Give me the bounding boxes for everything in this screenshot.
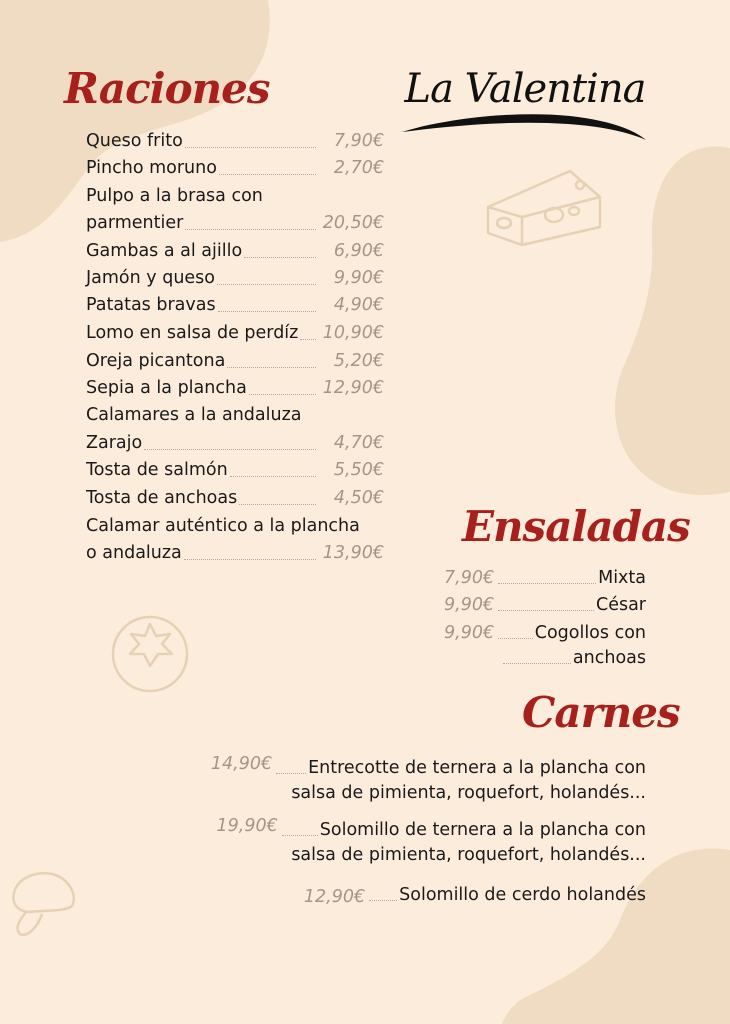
item-name: Sepia a la plancha (86, 378, 247, 398)
item-name-line2: anchoas (572, 648, 646, 668)
item-name: Gambas a al ajillo (86, 241, 243, 261)
menu-item (86, 238, 384, 265)
item-name: Lomo en salsa de perdíz (86, 323, 299, 343)
item-name-line2: salsa de pimienta, roquefort, holandés... (291, 783, 646, 803)
item-price: 19,90€ (216, 816, 278, 836)
section-title-ensaladas: Ensaladas (462, 502, 690, 551)
item-name-line1: Cogollos con (534, 623, 646, 643)
item-name: Solomillo de cerdo holandés (399, 885, 646, 905)
menu-item (86, 348, 384, 375)
item-name-line1: Pulpo a la brasa con (86, 186, 263, 206)
item-price: 6,90€ (333, 241, 384, 261)
item-price: 4,50€ (333, 488, 384, 508)
item-name-line2: parmentier (86, 213, 184, 233)
menu-item (86, 292, 384, 319)
menu-item (217, 818, 646, 868)
item-price: 5,50€ (333, 460, 384, 480)
brand-name: La Valentina (404, 66, 646, 112)
item-name: Tosta de anchoas (86, 488, 238, 508)
item-name-line2: o andaluza (86, 543, 182, 563)
item-price: 12,90€ (303, 887, 366, 907)
menu-item (304, 883, 646, 908)
menu-item (444, 566, 646, 591)
item-price: 2,70€ (333, 158, 384, 178)
item-price: 7,90€ (333, 131, 384, 151)
item-name: Patatas bravas (86, 295, 216, 315)
background-blob-right (610, 140, 730, 500)
item-price: 14,90€ (210, 754, 273, 774)
item-price: 9,90€ (333, 268, 384, 288)
section-title-carnes: Carnes (522, 688, 680, 737)
item-name: Mixta (598, 568, 646, 588)
item-name-line2: salsa de pimienta, roquefort, holandés... (291, 845, 646, 865)
tomato-icon (108, 610, 193, 695)
cheese-icon (482, 165, 607, 250)
item-price: 4,70€ (333, 433, 384, 453)
menu-item (86, 430, 384, 457)
item-price: 9,90€ (444, 623, 495, 643)
item-name: Queso frito (86, 131, 183, 151)
mushroom-icon (4, 868, 79, 938)
item-name: Oreja picantona (86, 351, 226, 371)
menu-item (86, 155, 384, 182)
item-name-line1: Calamar auténtico a la plancha (86, 516, 360, 536)
item-name-line1: Solomillo de ternera a la plancha con (319, 820, 646, 840)
brand-logo (400, 66, 650, 146)
menu-item (86, 513, 384, 567)
item-price: 10,90€ (322, 323, 384, 343)
item-price: 5,20€ (333, 351, 384, 371)
menu-item (86, 457, 384, 484)
item-price: 20,50€ (322, 213, 384, 233)
item-price: 13,90€ (322, 543, 384, 563)
brand-swoosh (400, 106, 650, 146)
item-name: Tosta de salmón (86, 460, 228, 480)
menu-item (86, 402, 384, 429)
item-price: 9,90€ (444, 595, 495, 615)
item-name-line1: Entrecotte de ternera a la plancha con (308, 758, 646, 778)
menu-item (86, 485, 384, 512)
menu-item (444, 593, 646, 618)
item-name: César (595, 595, 646, 615)
menu-item (86, 265, 384, 292)
item-name: Calamares a la andaluza (86, 405, 302, 425)
item-name: Zarajo (86, 433, 143, 453)
item-price: 12,90€ (322, 378, 384, 398)
section-title-raciones: Raciones (64, 64, 270, 113)
menu-item (444, 621, 646, 671)
menu-item (86, 320, 384, 347)
menu-item (86, 183, 384, 237)
item-price: 7,90€ (444, 568, 495, 588)
menu-item (211, 756, 646, 806)
menu-item (86, 128, 384, 155)
item-name: Pincho moruno (86, 158, 217, 178)
menu-item (86, 375, 384, 402)
item-price: 4,90€ (333, 295, 384, 315)
item-name: Jamón y queso (86, 268, 216, 288)
